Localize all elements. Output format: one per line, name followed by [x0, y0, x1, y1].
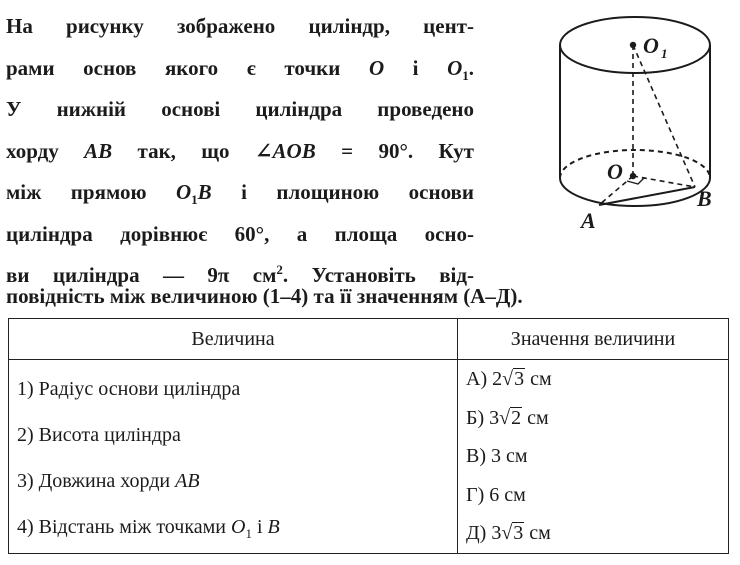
problem-line-1: На рисунку зображено циліндр, цент-	[6, 14, 474, 38]
value-option-a: А) 2√3 см	[466, 368, 552, 390]
value-option-v: В) 3 см	[466, 445, 528, 467]
quantities-cell	[9, 360, 458, 554]
problem-line-2: рами основ якого є точки O і $O_1$.	[6, 55, 474, 83]
cylinder-figure	[545, 0, 740, 245]
point-o1	[630, 42, 636, 48]
value-option-d: Д) 3√3 см	[466, 522, 551, 544]
quantity-item-1: 1) Радіус основи циліндра	[17, 378, 241, 400]
header-right: Значення величини	[458, 319, 729, 360]
problem-line-8: повідність між величиною (1–4) та її значенням (А–Д).	[6, 284, 523, 308]
values-cell	[458, 360, 729, 554]
value-option-g: Г) 6 см	[466, 483, 526, 506]
cylinder-diagram	[545, 0, 740, 245]
value-option-b: Б) 3√2 см	[466, 406, 549, 429]
matching-table	[8, 318, 729, 554]
label-o: O	[607, 159, 623, 184]
quantity-item-4: 4) Відстань між точками $O_1$ і B	[17, 516, 280, 541]
problem-line-5: між прямою $O_1B$ і площиною основи	[6, 180, 474, 208]
chord-ab	[599, 187, 695, 205]
table-header-row	[9, 319, 729, 360]
point-o	[630, 173, 636, 179]
label-a: A	[581, 208, 596, 233]
label-b: B	[697, 186, 712, 211]
problem-line-4: хорду AB так, що ∠AOB = 90°. Кут	[6, 138, 474, 163]
problem-line-6: циліндра дорівнює 60°, а площа осно-	[6, 221, 474, 246]
quantity-item-2: 2) Висота циліндра	[17, 424, 181, 446]
bottom-base-front	[560, 178, 710, 206]
table-body-row	[9, 360, 729, 554]
header-left: Величина	[9, 319, 458, 360]
label-o1-sub: 1	[661, 46, 668, 61]
segment-ob	[633, 176, 695, 187]
quantity-item-3: 3) Довжина хорди AB	[17, 470, 200, 492]
problem-statement	[6, 6, 474, 297]
problem-line-7: ви циліндра — 9π $см^2$. Установіть від-	[6, 262, 474, 287]
label-o1: O	[643, 33, 659, 58]
problem-line-3: У нижній основі циліндра проведено	[6, 97, 474, 121]
